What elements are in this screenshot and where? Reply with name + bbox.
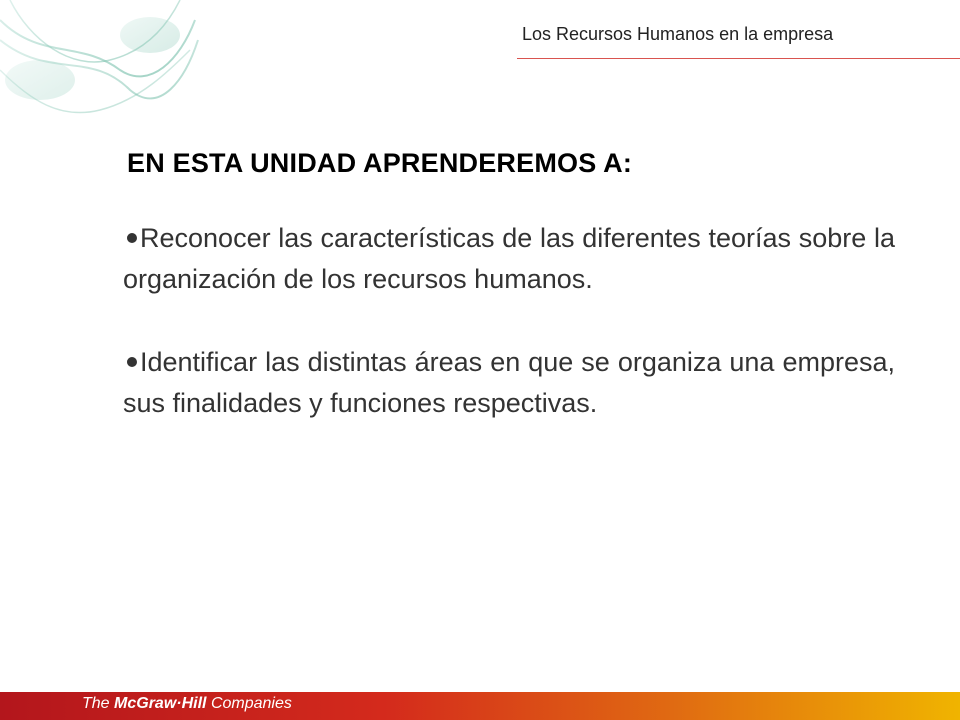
footer-bar bbox=[0, 692, 960, 720]
list-item bbox=[123, 218, 895, 300]
bullet-text: Reconocer las características de las diferentes teorías sobre la organización de los recursos humanos. bbox=[123, 223, 895, 294]
header-divider bbox=[517, 58, 960, 59]
logo-prefix: The bbox=[82, 695, 110, 712]
bullet-icon bbox=[127, 233, 137, 243]
header-title: Los Recursos Humanos en la empresa bbox=[522, 24, 834, 44]
bullet-icon bbox=[127, 357, 137, 367]
unit-heading: EN ESTA UNIDAD APRENDEREMOS A: bbox=[127, 148, 633, 178]
bullet-text: Identificar las distintas áreas en que se organiza una empresa, sus finalidades y funciones respectivas. bbox=[123, 347, 895, 418]
objectives-list bbox=[123, 218, 895, 466]
swirl-graphic bbox=[0, 0, 200, 130]
publisher-logo bbox=[82, 695, 292, 713]
list-item bbox=[123, 342, 895, 424]
logo-suffix: Companies bbox=[210, 695, 292, 712]
logo-brand: McGraw·Hill bbox=[114, 695, 207, 712]
